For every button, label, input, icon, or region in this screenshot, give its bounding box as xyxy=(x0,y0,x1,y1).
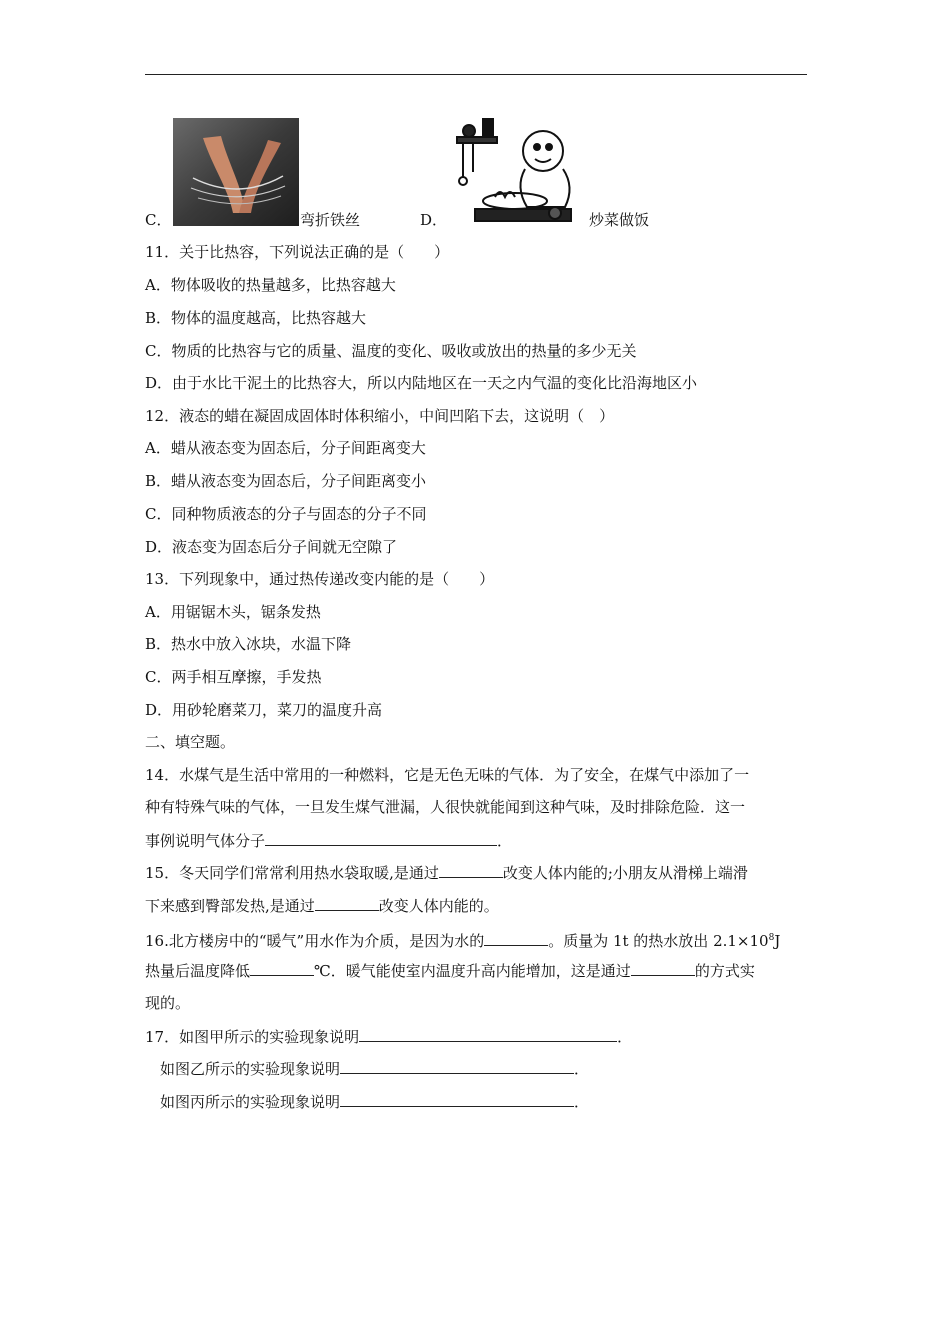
q16-line-3: 现的。 xyxy=(145,994,191,1012)
q13-option-d: D．用砂轮磨菜刀，菜刀的温度升高 xyxy=(145,701,383,719)
option-c-caption: 弯折铁丝 xyxy=(300,211,361,229)
option-c-letter: C． xyxy=(145,211,172,229)
q17-line-3: 如图丙所示的实验现象说明 ． xyxy=(160,1093,590,1111)
option-d-letter: D． xyxy=(420,211,448,229)
q17-line-2: 如图乙所示的实验现象说明 ． xyxy=(160,1060,590,1078)
q16-answer-blank-1[interactable] xyxy=(484,930,548,946)
q17-answer-blank-1[interactable] xyxy=(359,1026,617,1042)
q13-option-a: A．用锯锯木头，锯条发热 xyxy=(145,603,321,621)
q17-line-1: 17．如图甲所示的实验现象说明 ． xyxy=(145,1028,633,1046)
q17-answer-blank-3[interactable] xyxy=(340,1091,574,1107)
option-d-caption: 炒菜做饭 xyxy=(589,211,650,229)
bending-wire-photo xyxy=(173,118,299,226)
cooking-cartoon xyxy=(455,117,587,229)
q13-option-b: B．热水中放入冰块，水温下降 xyxy=(145,635,352,653)
q11-option-a: A．物体吸收的热量越多，比热容越大 xyxy=(145,276,396,294)
q12-option-b: B．蜡从液态变为固态后，分子间距离变小 xyxy=(145,472,427,490)
q14-answer-blank[interactable] xyxy=(265,830,497,846)
q12-option-c: C．同种物质液态的分子与固态的分子不同 xyxy=(145,505,427,523)
section-heading: 二、填空题。 xyxy=(145,733,236,751)
q11-option-d: D．由于水比干泥土的比热容大，所以内陆地区在一天之内气温的变化比沿海地区小 xyxy=(145,374,698,392)
q17-answer-blank-2[interactable] xyxy=(340,1058,574,1074)
q15-line-1: 15．冬天同学们常常利用热水袋取暖,是通过 改变人体内能的;小朋友从滑梯上端滑 xyxy=(145,864,748,882)
q13-stem: 13．下列现象中，通过热传递改变内能的是（ ） xyxy=(145,570,495,588)
q15-answer-blank-2[interactable] xyxy=(315,895,379,911)
q15-answer-blank-1[interactable] xyxy=(439,862,503,878)
q14-line-1: 14．水煤气是生活中常用的一种燃料，它是无色无味的气体．为了安全，在煤气中添加了一 xyxy=(145,766,750,784)
q12-option-a: A．蜡从液态变为固态后，分子间距离变大 xyxy=(145,439,426,457)
q12-option-d: D．液态变为固态后分子间就无空隙了 xyxy=(145,538,398,556)
q16-answer-blank-3[interactable] xyxy=(631,960,695,976)
q11-option-b: B．物体的温度越高，比热容越大 xyxy=(145,309,367,327)
q13-option-c: C．两手相互摩擦，手发热 xyxy=(145,668,322,686)
q16-answer-blank-2[interactable] xyxy=(250,960,314,976)
q16-line-1: 16.北方楼房中的“暖气”用水作为介质，是因为水的 。质量为 1t 的热水放出 $2.1\times 10^8J$ xyxy=(145,932,781,950)
q11-stem: 11．关于比热容，下列说法正确的是（ ） xyxy=(145,243,450,261)
q15-line-2: 下来感到臀部发热,是通过 改变人体内能的。 xyxy=(145,897,499,915)
q14-line-2: 种有特殊气味的气体，一旦发生煤气泄漏，人很快就能闻到这种气味，及时排除危险．这一 xyxy=(145,798,746,816)
q11-option-c: C．物质的比热容与它的质量、温度的变化、吸收或放出的热量的多少无关 xyxy=(145,342,637,360)
q16-line-2: 热量后温度降低 ℃．暖气能使室内温度升高内能增加，这是通过 的方式实 xyxy=(145,962,755,980)
q14-line-3: 事例说明气体分子 ． xyxy=(145,832,513,850)
header-rule xyxy=(145,74,807,75)
q12-stem: 12．液态的蜡在凝固成固体时体积缩小，中间凹陷下去，这说明（ ） xyxy=(145,407,615,425)
